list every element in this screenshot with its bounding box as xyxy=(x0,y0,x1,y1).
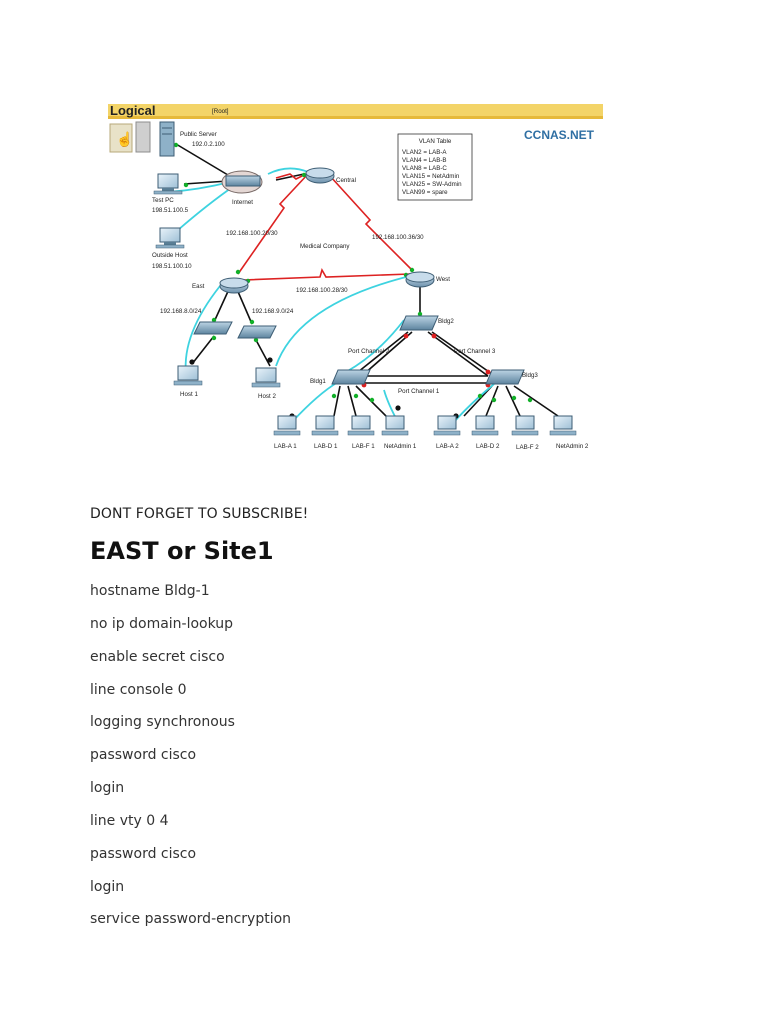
vlan-row: VLAN25 = SW-Admin xyxy=(402,181,462,188)
central-label: Central xyxy=(336,177,356,184)
medical-company-label: Medical Company xyxy=(300,243,350,250)
outside-host-ip: 198.51.100.10 xyxy=(152,263,192,270)
vlan-row: VLAN8 = LAB-C xyxy=(402,165,447,172)
diagram-toolbar xyxy=(108,104,603,118)
pc-lab-f1-icon[interactable] xyxy=(348,416,374,435)
link-east-central-ip: 192.168.100.20/30 xyxy=(226,230,278,237)
config-line: line console 0 xyxy=(90,682,187,698)
internet-switch-icon[interactable] xyxy=(222,171,262,193)
net-right-label: 192.168.9.0/24 xyxy=(252,308,294,315)
vlan-row: VLAN4 = LAB-B xyxy=(402,157,447,164)
vlan-table xyxy=(398,134,472,200)
pc-netadmin2-icon[interactable] xyxy=(550,416,576,435)
link-east-west-ip: 192.168.100.28/30 xyxy=(296,287,348,294)
pc-lab-a2-icon[interactable] xyxy=(434,416,460,435)
west-router-icon[interactable] xyxy=(406,272,434,287)
config-line: service password-encryption xyxy=(90,911,292,927)
brand-logo: CCNAS.NET xyxy=(524,128,595,142)
vlan-row: VLAN15 = NetAdmin xyxy=(402,173,460,180)
config-line: login xyxy=(90,879,125,895)
root-label: [Root] xyxy=(212,108,229,115)
pc-lab-a1-icon[interactable] xyxy=(274,416,300,435)
config-line: hostname Bldg-1 xyxy=(90,583,210,599)
pc-lab-a2-label: LAB-A 2 xyxy=(436,443,459,450)
bldg1-label: Bldg1 xyxy=(310,378,326,385)
port-channel-1-label: Port Channel 1 xyxy=(398,388,440,395)
pc-netadmin1-label: NetAdmin 1 xyxy=(384,443,417,450)
config-line: password cisco xyxy=(90,846,197,862)
pc-lab-d2-label: LAB-D 2 xyxy=(476,443,500,450)
config-line: line vty 0 4 xyxy=(90,813,169,829)
pc-lab-d2-icon[interactable] xyxy=(472,416,498,435)
config-line: login xyxy=(90,780,125,796)
public-server-icon[interactable] xyxy=(160,122,174,156)
east-router-icon[interactable] xyxy=(220,278,248,293)
east-left-switch-icon[interactable] xyxy=(194,322,232,334)
test-pc-label: Test PC xyxy=(152,197,174,204)
pc-lab-d1-label: LAB-D 1 xyxy=(314,443,338,450)
vlan-row: VLAN2 = LAB-A xyxy=(402,149,447,156)
host1-icon[interactable] xyxy=(174,366,202,385)
pc-netadmin2-label: NetAdmin 2 xyxy=(556,443,589,450)
bldg3-label: Bldg3 xyxy=(522,372,538,379)
bldg2-label: Bldg2 xyxy=(438,318,454,325)
east-label: East xyxy=(192,283,205,290)
pc-lab-a1-label: LAB-A 1 xyxy=(274,443,297,450)
public-server-ip: 192.0.2.100 xyxy=(192,141,225,148)
port-channel-3-label: Port Channel 3 xyxy=(454,348,496,355)
host1-label: Host 1 xyxy=(180,391,198,398)
subscribe-note: DONT FORGET TO SUBSCRIBE! xyxy=(90,506,309,522)
config-line: logging synchronous xyxy=(90,714,235,730)
config-line: password cisco xyxy=(90,747,197,763)
test-pc-ip: 198.51.100.5 xyxy=(152,207,189,214)
pan-tool-icon[interactable]: ☝ xyxy=(116,131,134,147)
host2-icon[interactable] xyxy=(252,368,280,387)
host2-label: Host 2 xyxy=(258,393,276,400)
east-right-switch-icon[interactable] xyxy=(238,326,276,338)
pc-lab-f2-icon[interactable] xyxy=(512,416,538,435)
config-line: enable secret cisco xyxy=(90,649,225,665)
outside-host-label: Outside Host xyxy=(152,252,188,259)
outside-host-icon[interactable] xyxy=(156,228,184,248)
public-server-label: Public Server xyxy=(180,131,217,138)
pc-lab-f1-label: LAB-F 1 xyxy=(352,443,375,450)
internet-label: Internet xyxy=(232,199,253,206)
link-west-central-ip: 192.168.100.36/30 xyxy=(372,234,424,241)
config-line: no ip domain-lookup xyxy=(90,616,234,632)
port-channel-2-label: Port Channel 2 xyxy=(348,348,390,355)
bldg1-switch-icon[interactable] xyxy=(332,370,370,384)
vlan-table-title: VLAN Table xyxy=(418,138,452,145)
pc-lab-f2-label: LAB-F 2 xyxy=(516,444,539,451)
pc-lab-d1-icon[interactable] xyxy=(312,416,338,435)
net-left-label: 192.168.8.0/24 xyxy=(160,308,202,315)
vlan-row: VLAN99 = spare xyxy=(402,189,448,196)
bldg2-switch-icon[interactable] xyxy=(400,316,438,330)
logical-tab-label: Logical xyxy=(110,104,156,118)
pc-netadmin1-icon[interactable] xyxy=(382,416,408,435)
central-router-icon[interactable] xyxy=(306,168,334,183)
network-topology-diagram xyxy=(108,104,603,466)
section-heading: EAST or Site1 xyxy=(90,537,274,565)
bldg3-switch-icon[interactable] xyxy=(486,370,524,384)
west-label: West xyxy=(436,276,450,283)
test-pc-icon[interactable] xyxy=(154,174,182,194)
